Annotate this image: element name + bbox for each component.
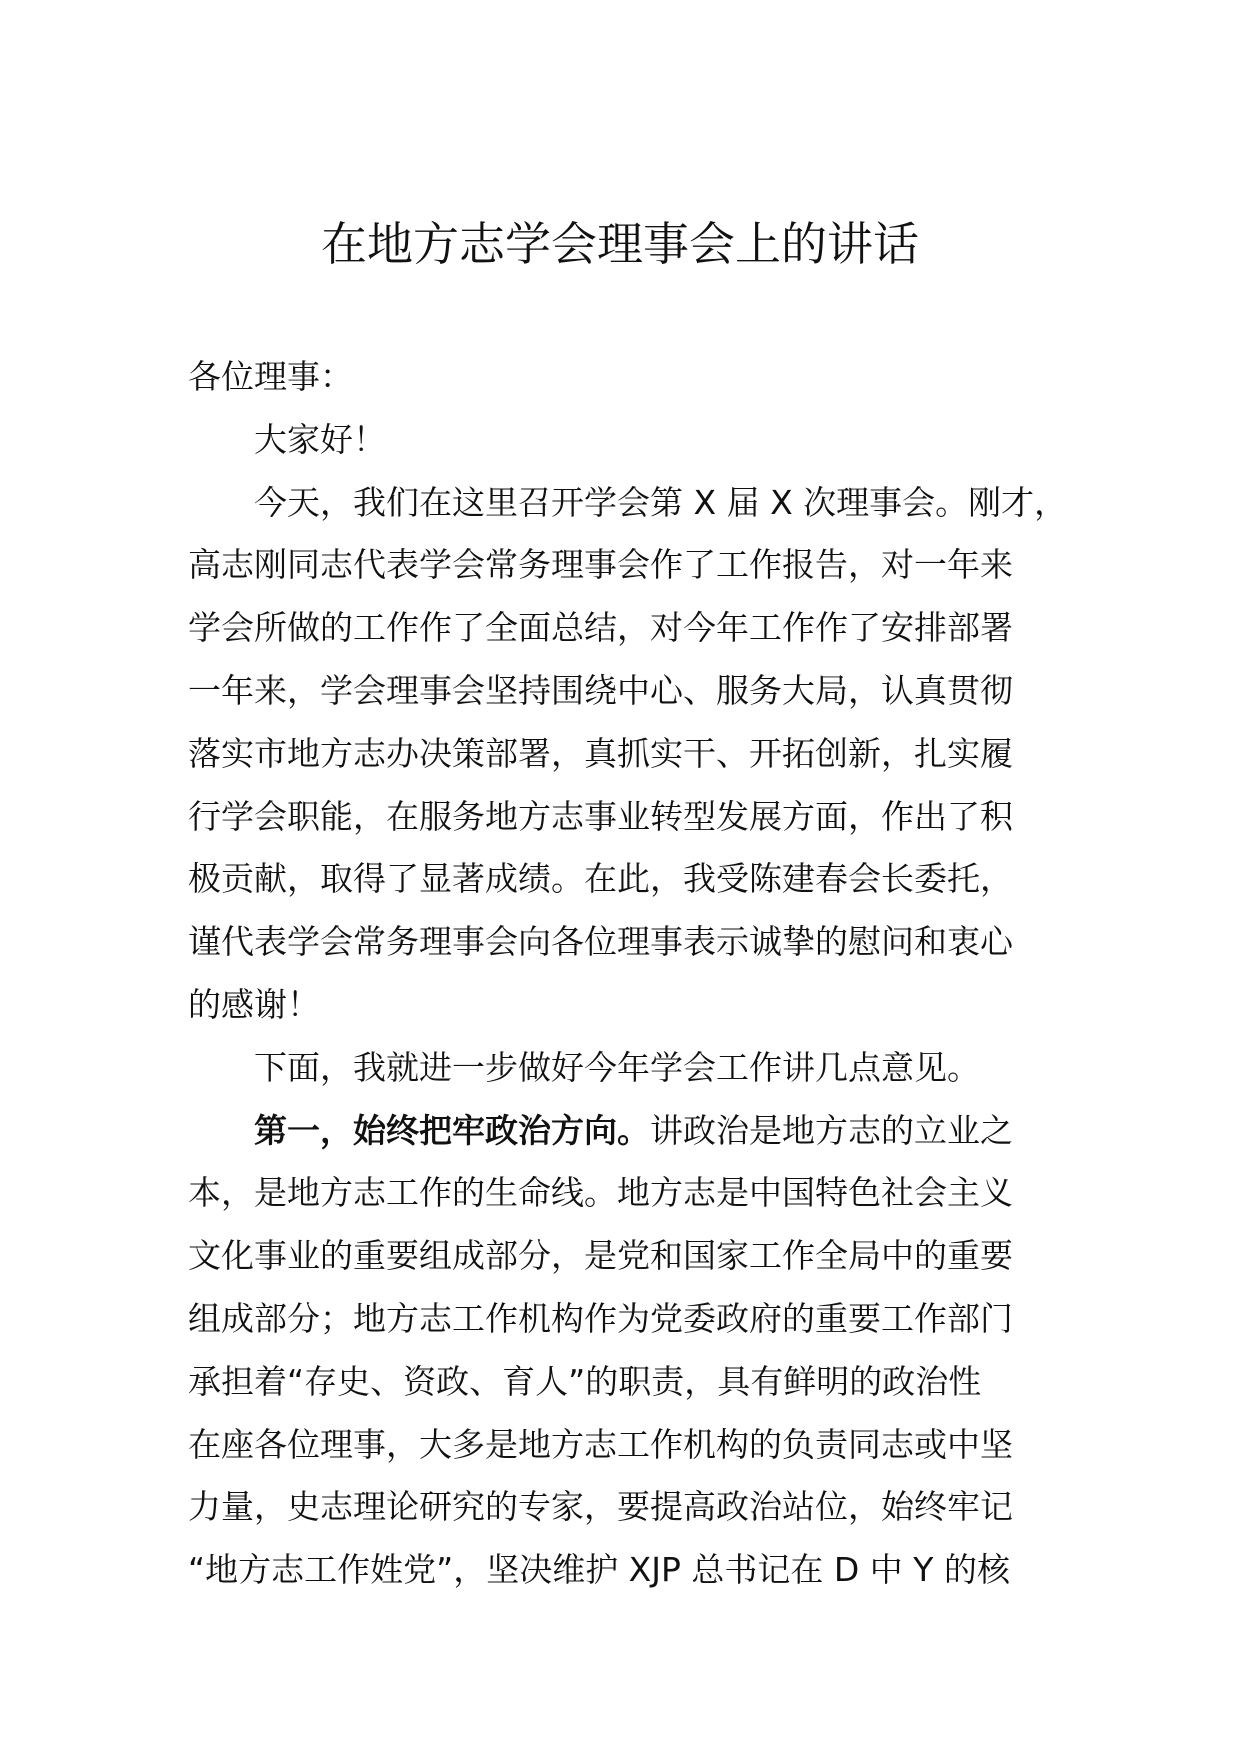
section-one-text: 讲政治是地方志的立业之 xyxy=(650,1110,1013,1150)
greeting: 大家好！ xyxy=(254,419,386,459)
paragraph-line: “地方志工作姓党”，坚决维护 XJP 总书记在 D 中 Y 的核 xyxy=(188,1550,1010,1590)
section-one-first-line xyxy=(188,1100,1088,1163)
paragraph-line: 谨代表学会常务理事会向各位理事表示诚挚的慰问和衷心 xyxy=(188,922,1013,962)
paragraph-line: 落实市地方志办决策部署，真抓实干、开拓创新，扎实履 xyxy=(188,733,1013,773)
paragraph-line: 今天，我们在这里召开学会第 X 届 X 次理事会。刚才， xyxy=(254,482,1068,522)
paragraph-line: 下面，我就进一步做好今年学会工作讲几点意见。 xyxy=(254,1047,980,1087)
paragraph-line: 力量，史志理论研究的专家，要提高政治站位，始终牢记 xyxy=(188,1487,1013,1527)
paragraph-line: 组成部分；地方志工作机构作为党委政府的重要工作部门 xyxy=(188,1298,1013,1338)
section-one-heading: 第一，始终把牢政治方向。 xyxy=(254,1110,650,1150)
document-title: 在地方志学会理事会上的讲话 xyxy=(321,217,919,271)
document-body xyxy=(188,346,1088,1602)
salutation: 各位理事： xyxy=(188,357,353,396)
paragraph-line: 极贡献，取得了显著成绩。在此，我受陈建春会长委托， xyxy=(188,859,1013,899)
paragraph-line: 高志刚同志代表学会常务理事会作了工作报告，对一年来 xyxy=(188,545,1013,585)
paragraph-line: 学会所做的工作作了全面总结，对今年工作作了安排部署 xyxy=(188,608,1013,648)
paragraph-line: 的感谢！ xyxy=(188,984,320,1024)
paragraph-line: 在座各位理事，大多是地方志工作机构的负责同志或中坚 xyxy=(188,1424,1013,1464)
paragraph-line: 文化事业的重要组成部分，是党和国家工作全局中的重要 xyxy=(188,1236,1013,1276)
paragraph-line: 本，是地方志工作的生命线。地方志是中国特色社会主义 xyxy=(188,1173,1013,1213)
paragraph-line: 行学会职能，在服务地方志事业转型发展方面，作出了积 xyxy=(188,796,1013,836)
paragraph-line: 承担着“存史、资政、育人”的职责，具有鲜明的政治性 xyxy=(188,1361,982,1401)
paragraph-line: 一年来，学会理事会坚持围绕中心、服务大局，认真贯彻 xyxy=(188,670,1013,710)
